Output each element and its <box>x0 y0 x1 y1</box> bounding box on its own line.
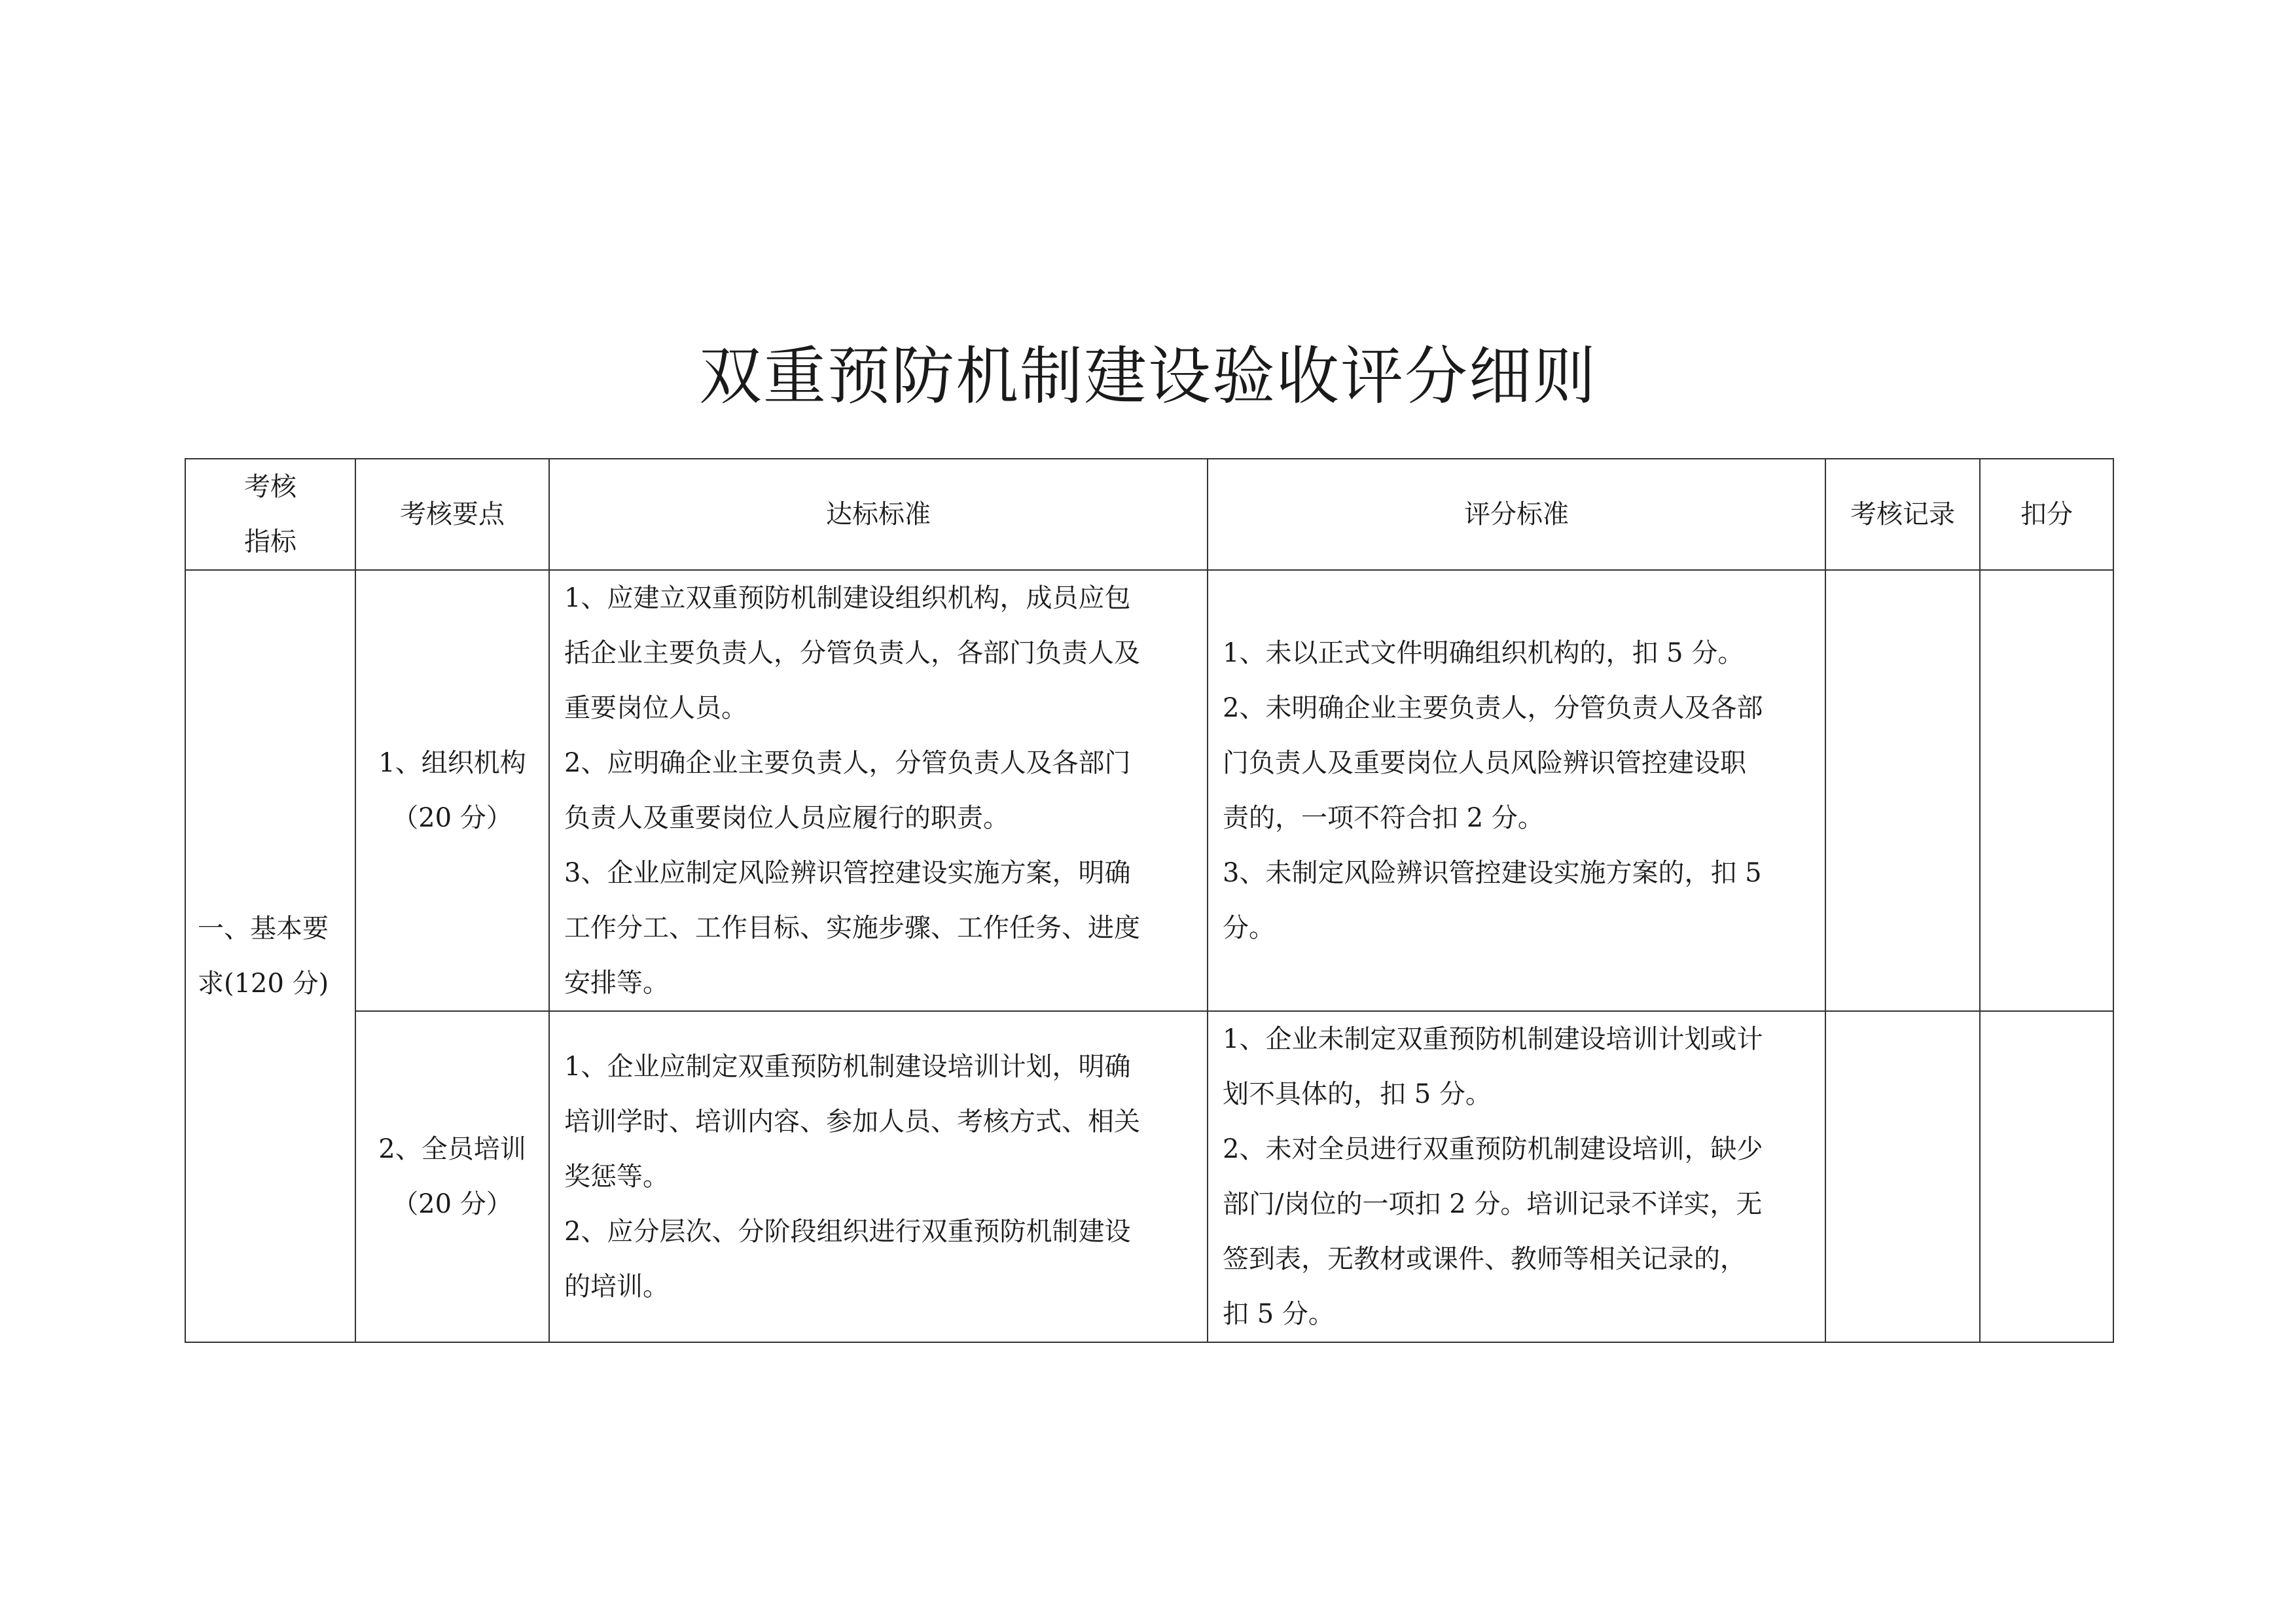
standard-cell <box>549 570 1208 1011</box>
table-header-row <box>185 459 2113 570</box>
standard-cell <box>549 1011 1208 1342</box>
header-scoring: 评分标准 <box>1208 459 1825 570</box>
scoring-cell <box>1208 1011 1825 1342</box>
scoring-line: 1、企业未制定双重预防机制建设培训计划或计 <box>1223 1024 1763 1054</box>
key-point-line1: 1、组织机构 <box>378 748 526 778</box>
key-point-line1: 2、全员培训 <box>378 1134 526 1164</box>
indicator-cell <box>185 570 355 1342</box>
scoring-line: 部门/岗位的一项扣 2 分。培训记录不详实，无 <box>1223 1189 1763 1219</box>
scoring-cell <box>1208 570 1825 1011</box>
key-point-line2: （20 分） <box>392 1189 512 1219</box>
scoring-line: 3、未制定风险辨识管控建设实施方案的，扣 5 <box>1223 858 1762 888</box>
standard-line: 2、应分层次、分阶段组织进行双重预防机制建设 <box>564 1217 1131 1247</box>
standard-line: 3、企业应制定风险辨识管控建设实施方案，明确 <box>564 858 1131 888</box>
table-row <box>185 570 2113 1011</box>
standard-line: 负责人及重要岗位人员应履行的职责。 <box>564 803 1009 833</box>
standard-line: 2、应明确企业主要负责人，分管负责人及各部门 <box>564 748 1131 778</box>
header-indicator <box>185 459 355 570</box>
header-standard: 达标标准 <box>549 459 1208 570</box>
standard-line: 的培训。 <box>564 1272 669 1302</box>
standard-line: 括企业主要负责人，分管负责人，各部门负责人及 <box>564 638 1140 668</box>
header-indicator-line1: 考核 <box>244 472 296 502</box>
scoring-line: 责的，一项不符合扣 2 分。 <box>1223 803 1544 833</box>
scoring-line: 签到表，无教材或课件、教师等相关记录的， <box>1223 1244 1746 1274</box>
standard-line: 工作分工、工作目标、实施步骤、工作任务、进度 <box>564 913 1140 943</box>
scoring-line: 分。 <box>1223 913 1275 943</box>
deduction-cell <box>1980 1011 2113 1342</box>
header-indicator-line2: 指标 <box>244 527 296 557</box>
scoring-line: 门负责人及重要岗位人员风险辨识管控建设职 <box>1223 748 1746 778</box>
header-record: 考核记录 <box>1825 459 1980 570</box>
scoring-line: 2、未明确企业主要负责人，分管负责人及各部 <box>1223 693 1763 723</box>
table-row <box>185 1011 2113 1342</box>
standard-line: 重要岗位人员。 <box>564 693 747 723</box>
deduction-cell <box>1980 570 2113 1011</box>
standard-line: 1、企业应制定双重预防机制建设培训计划，明确 <box>564 1052 1131 1082</box>
standard-line: 培训学时、培训内容、参加人员、考核方式、相关 <box>564 1107 1140 1137</box>
key-point-line2: （20 分） <box>392 803 512 833</box>
scoring-line: 扣 5 分。 <box>1223 1299 1335 1329</box>
scoring-table <box>185 458 2114 1343</box>
key-point-cell <box>355 1011 549 1342</box>
scoring-line: 1、未以正式文件明确组织机构的，扣 5 分。 <box>1223 638 1744 668</box>
scoring-line: 2、未对全员进行双重预防机制建设培训，缺少 <box>1223 1134 1763 1164</box>
indicator-line1: 一、基本要 <box>198 914 329 944</box>
scoring-line: 划不具体的，扣 5 分。 <box>1223 1079 1492 1109</box>
page-title: 双重预防机制建设验收评分细则 <box>699 340 1597 413</box>
header-key-points: 考核要点 <box>355 459 549 570</box>
record-cell <box>1825 570 1980 1011</box>
record-cell <box>1825 1011 1980 1342</box>
standard-line: 1、应建立双重预防机制建设组织机构，成员应包 <box>564 583 1131 613</box>
standard-line: 奖惩等。 <box>564 1162 669 1192</box>
standard-line: 安排等。 <box>564 968 669 998</box>
indicator-line2: 求(120 分) <box>198 969 329 999</box>
key-point-cell <box>355 570 549 1011</box>
header-deduction: 扣分 <box>1980 459 2113 570</box>
